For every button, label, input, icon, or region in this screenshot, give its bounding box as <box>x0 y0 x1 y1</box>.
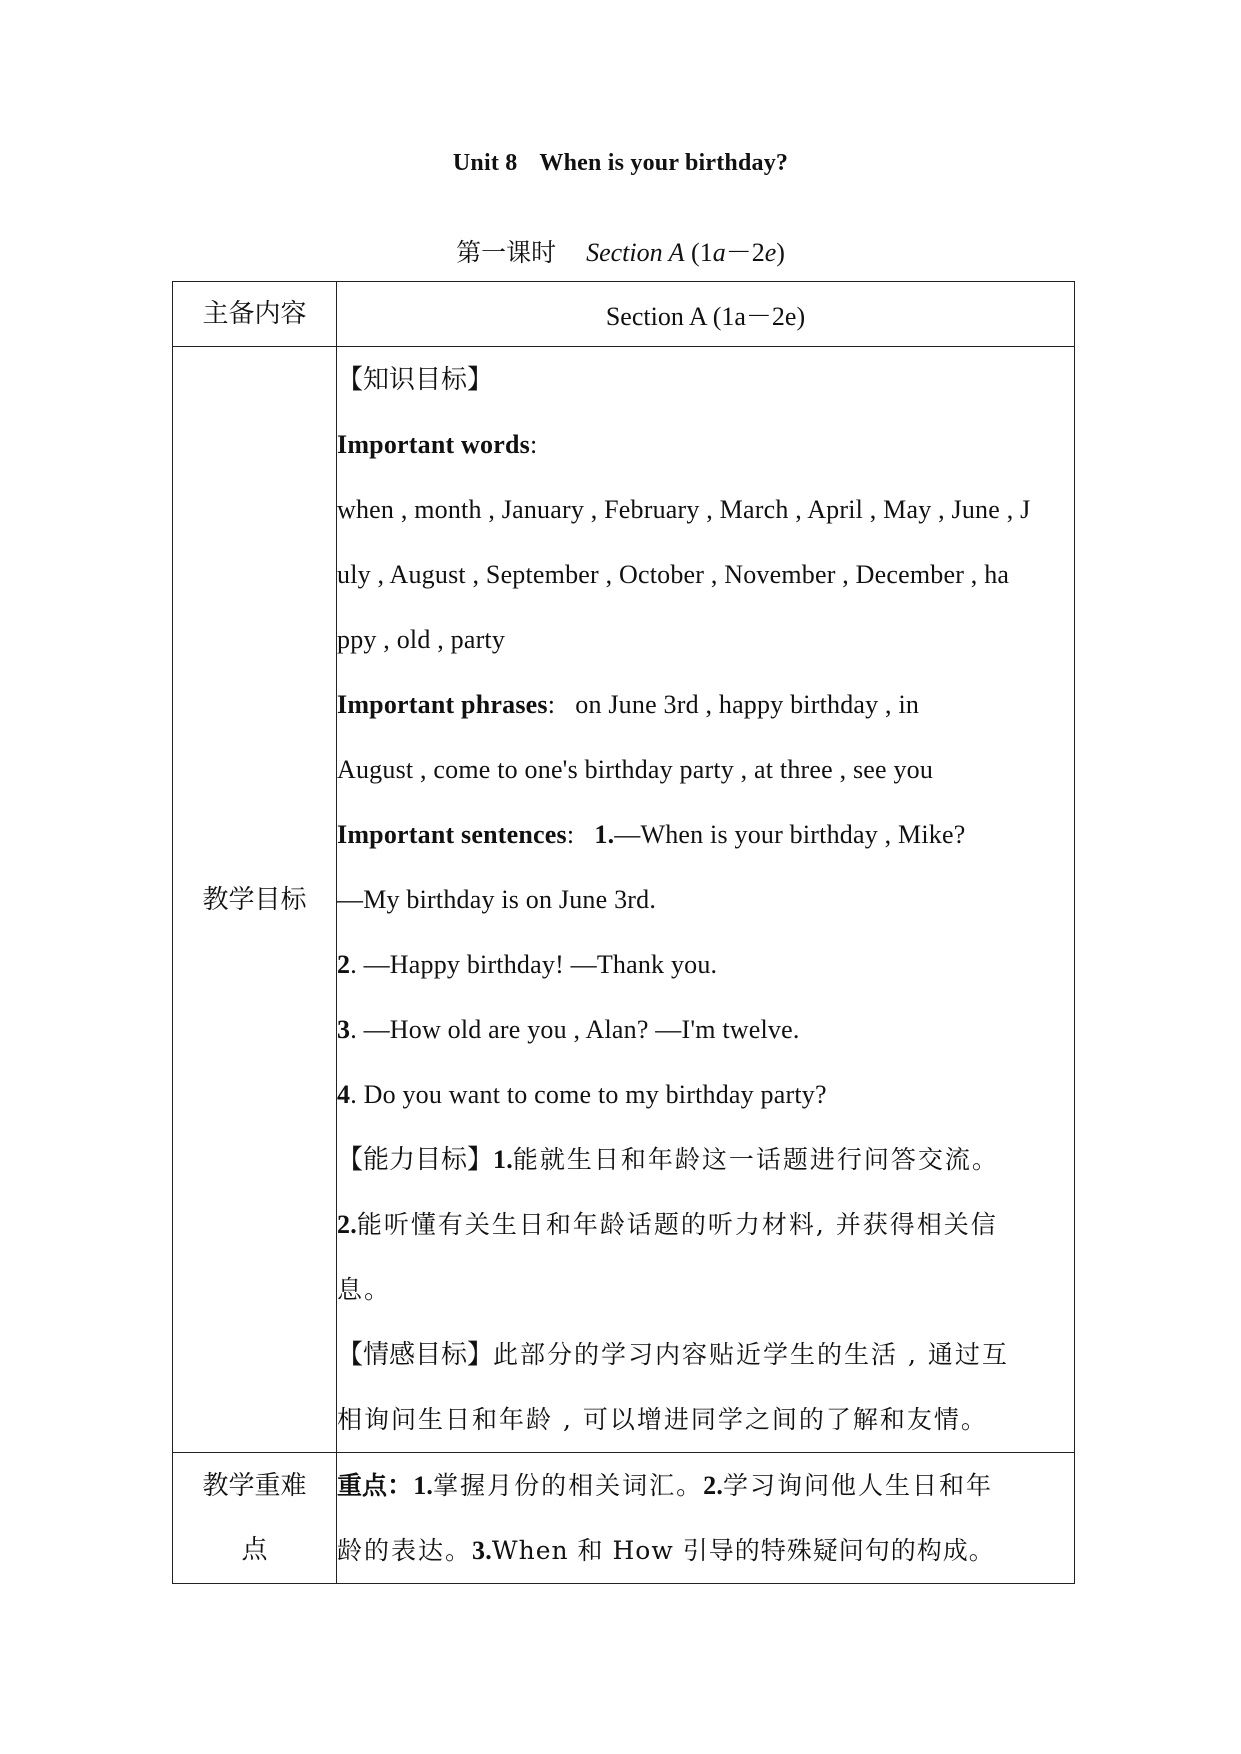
key-points-label-line-1: 教学重难 <box>202 1471 307 1501</box>
lesson-range-open: (1 <box>684 238 713 267</box>
knowledge-goal-head: 【知识目标】 <box>337 365 494 395</box>
sentences-colon: : <box>566 820 575 849</box>
ability-goal-line-1 <box>337 1127 1074 1192</box>
ability-text-3: 息。 <box>337 1275 392 1304</box>
key-text-1: 掌握月份的相关词汇。 <box>433 1471 704 1500</box>
key-points-label-line-2: 点 <box>241 1535 268 1565</box>
sentence-3-number: 3 <box>337 1015 351 1044</box>
important-sentences-line <box>337 802 1074 867</box>
important-phrases-line <box>337 672 1074 737</box>
page-title <box>0 150 1241 177</box>
lesson-range-a: a <box>712 238 726 267</box>
key-points-content <box>337 1453 1075 1584</box>
key-number-1: 1. <box>413 1471 434 1500</box>
sentence-4 <box>337 1062 1074 1127</box>
ability-goal-line-3 <box>337 1257 1074 1322</box>
words-line-1: when , month , January , February , March , April , May , June , J <box>337 495 1031 524</box>
sentence-3-text: . —How old are you , Alan? —I'm twelve. <box>350 1015 800 1044</box>
main-content-value: Section A (1a－2e) <box>337 282 1075 347</box>
phrases-label: Important phrases <box>337 690 548 719</box>
emotion-goal-line-2 <box>337 1387 1074 1452</box>
ability-text-2: 能听懂有关生日和年龄话题的听力材料, 并获得相关信 <box>356 1210 998 1239</box>
lesson-range-dash: －2 <box>725 238 765 267</box>
lesson-section: Section A <box>586 238 685 267</box>
lesson-range-e: e <box>764 238 777 267</box>
phrases-line-2: August , come to one's birthday party , at three , see you <box>337 755 934 784</box>
emotion-goal-line-1 <box>337 1322 1074 1387</box>
unit-topic: When is your birthday? <box>539 150 789 176</box>
words-line-2: uly , August , September , October , November , December , ha <box>337 560 1010 589</box>
ability-goal-line-2 <box>337 1192 1074 1257</box>
table-row-teaching-goals <box>173 347 1075 1453</box>
ability-number-2: 2. <box>337 1210 357 1239</box>
key-head: 重点 <box>337 1471 388 1500</box>
important-words-heading <box>337 412 1074 477</box>
ability-text-1: 能就生日和年龄这一话题进行问答交流。 <box>512 1145 999 1174</box>
lesson-range-close: ) <box>776 238 785 267</box>
sentence-4-text: . Do you want to come to my birthday party? <box>350 1080 827 1109</box>
sentence-1-answer: —My birthday is on June 3rd. <box>337 885 657 914</box>
words-colon: : <box>529 430 538 459</box>
key-number-2: 2. <box>703 1471 724 1500</box>
knowledge-goal-heading <box>337 347 1074 412</box>
key-text-3: 龄的表达。 <box>337 1536 473 1565</box>
key-points-line-1 <box>337 1453 1074 1518</box>
sentence-2-number: 2 <box>337 950 351 979</box>
table-row-key-points <box>173 1453 1075 1584</box>
key-text-2: 学习询问他人生日和年 <box>723 1471 994 1500</box>
emotion-text-1: 此部分的学习内容贴近学生的生活 , 通过互 <box>493 1340 1009 1369</box>
lesson-title <box>0 232 1241 269</box>
unit-label: Unit 8 <box>452 150 518 176</box>
ability-goal-head: 【能力目标】 <box>337 1145 494 1175</box>
main-content-label: 主备内容 <box>173 282 337 347</box>
words-line-3: ppy , old , party <box>337 625 506 654</box>
phrases-line-1: on June 3rd , happy birthday , in <box>575 690 920 719</box>
ability-number-1: 1. <box>493 1145 513 1174</box>
sentence-1-text: —When is your birthday , Mike? <box>614 820 966 849</box>
sentences-label: Important sentences <box>337 820 567 849</box>
teaching-goals-content <box>337 347 1075 1453</box>
key-text-3b: When 和 How 引导的特殊疑问句的构成。 <box>491 1536 995 1565</box>
sentence-1-number: 1. <box>594 820 615 849</box>
sentence-2-text: . —Happy birthday! —Thank you. <box>350 950 718 979</box>
sentence-4-number: 4 <box>337 1080 351 1109</box>
table-row-main-content <box>173 282 1075 347</box>
sentence-2 <box>337 932 1074 997</box>
emotion-goal-head: 【情感目标】 <box>337 1340 494 1370</box>
key-points-label <box>173 1453 337 1584</box>
sentence-3 <box>337 997 1074 1062</box>
lesson-number: 第一课时 <box>456 238 557 267</box>
key-number-3: 3. <box>472 1536 492 1565</box>
phrases-colon: : <box>547 690 556 719</box>
words-label: Important words <box>337 430 530 459</box>
teaching-goals-label: 教学目标 <box>173 347 337 1453</box>
emotion-text-2: 相询问生日和年龄 , 可以增进同学之间的了解和友情。 <box>337 1405 988 1434</box>
key-colon: ： <box>387 1471 414 1500</box>
key-points-line-2 <box>337 1518 1074 1583</box>
lesson-plan-table <box>172 281 1075 1584</box>
